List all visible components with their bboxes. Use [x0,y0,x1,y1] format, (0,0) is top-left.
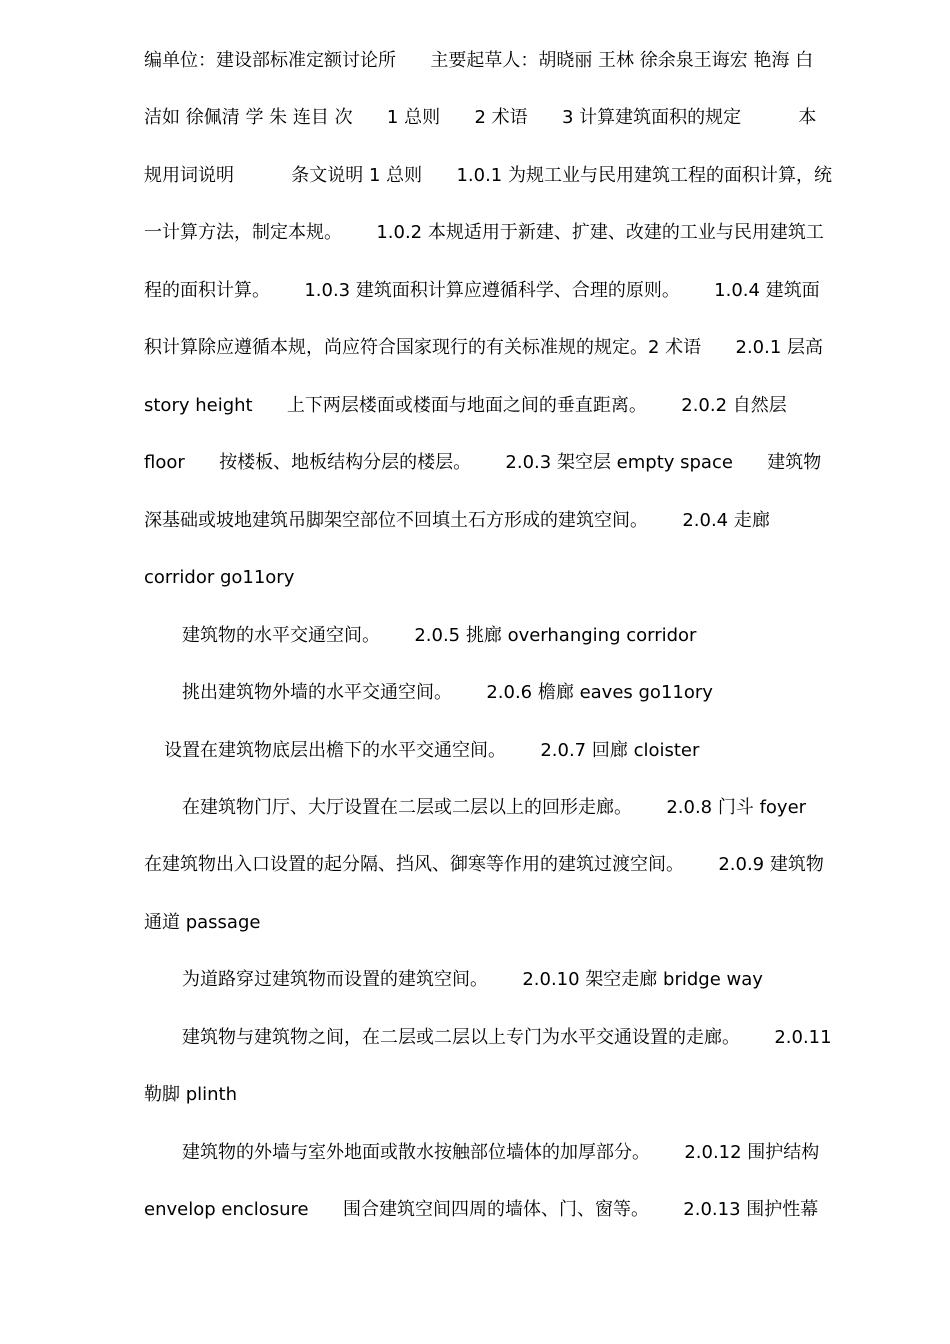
text-line: 程的面积计算。 1.0.3 建筑面积计算应遵循科学、合理的原则。 1.0.4 建筑面 [144,280,820,301]
text-line: 规用词说明 条文说明 1 总则 1.0.1 为规工业与民用建筑工程的面积计算，统 [144,165,832,186]
text-line: 在建筑物出入口设置的起分隔、挡风、御寒等作用的建筑过渡空间。 2.0.9 建筑物 [144,854,824,875]
text-line: 洁如 徐佩清 学 朱 连目 次 1 总则 2 术语 3 计算建筑面积的规定 本 [144,107,817,128]
text-line: 通道 passage [144,912,261,933]
text-line: 建筑物与建筑物之间，在二层或二层以上专门为水平交通设置的走廊。 2.0.11 [182,1027,832,1048]
text-line: floor 按楼板、地板结构分层的楼层。 2.0.3 架空层 empty space 建筑物 [144,452,822,473]
text-line: corridor go11ory [144,567,295,588]
text-line: 在建筑物门厅、大厅设置在二层或二层以上的回形走廊。 2.0.8 门斗 foyer [182,797,807,818]
text-line: 勒脚 plinth [144,1084,238,1105]
text-line: 深基础或坡地建筑吊脚架空部位不回填土石方形成的建筑空间。 2.0.4 走廊 [144,510,770,531]
text-line: story height 上下两层楼面或楼面与地面之间的垂直距离。 2.0.2 自然层 [144,395,787,416]
text-line: 建筑物的外墙与室外地面或散水按触部位墙体的加厚部分。 2.0.12 围护结构 [182,1142,820,1163]
text-line: 设置在建筑物底层出檐下的水平交通空间。 2.0.7 回廊 cloister [164,740,700,761]
text-line: 为道路穿过建筑物而设置的建筑空间。 2.0.10 架空走廊 bridge way [182,969,763,990]
text-line: 建筑物的水平交通空间。 2.0.5 挑廊 overhanging corridor [182,625,697,646]
text-line: envelop enclosure 围合建筑空间四周的墙体、门、窗等。 2.0.13 围护性幕 [144,1199,819,1220]
text-line: 编单位：建设部标准定额讨论所 主要起草人：胡晓丽 王林 徐余泉王诲宏 艳海 白 [144,50,814,71]
text-line: 挑出建筑物外墙的水平交通空间。 2.0.6 檐廊 eaves go11ory [182,682,713,703]
text-line: 一计算方法，制定本规。 1.0.2 本规适用于新建、扩建、改建的工业与民用建筑工 [144,222,824,243]
text-line: 积计算除应遵循本规，尚应符合国家现行的有关标准规的规定。2 术语 2.0.1 层高 [144,337,824,358]
